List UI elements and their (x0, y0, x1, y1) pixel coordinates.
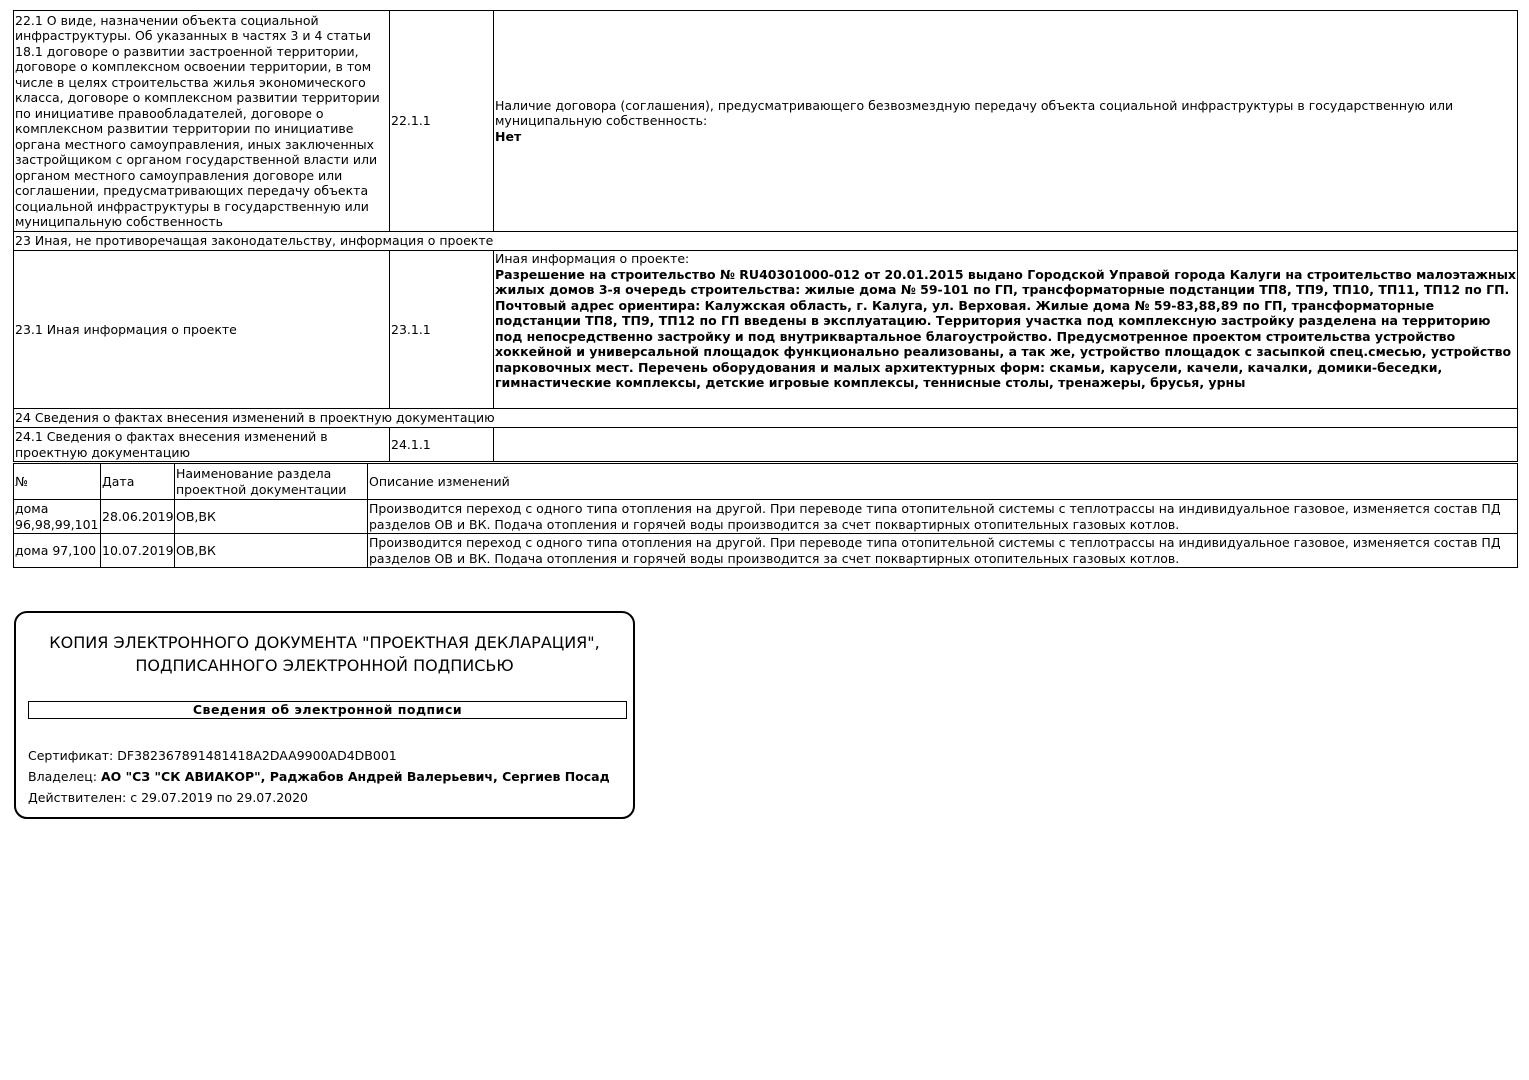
changes-header-num: № (14, 464, 101, 500)
section-22-question: Наличие договора (соглашения), предусматривающего безвозмездную передачу объекта социальной инфраструктуры в государственную или муниципальную собственность: (495, 97, 1454, 129)
section-24-row (14, 428, 1518, 462)
change-section: ОВ,ВК (175, 500, 368, 534)
section-23-question: Иная информация о проекте: (495, 251, 690, 266)
owner-value: АО "СЗ "СК АВИАКОР", Раджабов Андрей Валерьевич, Сергиев Посад (100, 769, 610, 784)
change-description: Производится переход с одного типа отопления на другой. При переводе типа отопительной системы с теплотрассы на индивидуальное газовое, изменяется состав ПД разделов ОВ и ВК. Подача отопления и горячей воды производится за счет поквартирных отопительных газовых котлов. (368, 534, 1518, 568)
stamp-subheader: Сведения об электронной подписи (28, 701, 627, 719)
table-row (14, 500, 1518, 534)
section-24-header: 24 Сведения о фактах внесения изменений в проектную документацию (14, 409, 1518, 428)
section-23-answer: Разрешение на строительство № RU40301000-012 от 20.01.2015 выдано Городской Управой города Калуги на строительство малоэтажных жилых домов 3-я очередь строительства: жилые дома № 59-101 по ГП, трансформаторные подстанции ТП8, ТП9, ТП10, ТП11, ТП12 по ГП. Почтовый адрес ориентира: Калужская область, г. Калуга, ул. Верховая. Жилые дома № 59-83,88,89 по ГП, трансформаторные подстанции ТП8, ТП9, ТП12 по ГП введены в эксплуатацию. Территория участка под комплексную застройку разделена на территорию под непосредственно застройку и под внутриквартальное благоустройство. Предусмотренное проектом строительства устройство хоккейной и универсальной площадок функционально реализованы, а так же, устройство площадок с засыпкой спец.смесью, устройство парковочных мест. Перечень оборудования и малых архитектурных форм: скамьи, карусели, качели, качалки, домики-беседки, гимнастические комплексы, детские игровые комплексы, теннисные столы, тренажеры, брусья, урны (495, 266, 1516, 390)
section-23-header-row (14, 232, 1518, 251)
changes-table (13, 463, 1518, 568)
stamp-title-line-1: КОПИЯ ЭЛЕКТРОННОГО ДОКУМЕНТА "ПРОЕКТНАЯ ДЕКЛАРАЦИЯ", (49, 633, 600, 652)
section-24-label: 24.1 Сведения о фактах внесения изменений в проектную документацию (14, 428, 390, 462)
changes-header-row (14, 464, 1518, 500)
validity-value: с 29.07.2019 по 29.07.2020 (130, 790, 309, 805)
section-24-header-row (14, 409, 1518, 428)
stamp-title-line-2: ПОДПИСАННОГО ЭЛЕКТРОННОЙ ПОДПИСЬЮ (135, 656, 514, 675)
declaration-table (13, 10, 1518, 462)
stamp-certificate-line (28, 748, 397, 764)
section-22-answer: Нет (495, 128, 522, 144)
change-num: дома 96,98,99,101 (15, 501, 99, 532)
owner-label: Владелец: (28, 769, 97, 784)
section-22-value (494, 11, 1518, 232)
section-24-value (494, 428, 1518, 462)
change-description: Производится переход с одного типа отопления на другой. При переводе типа отопительной системы с теплотрассы на индивидуальное газовое, изменяется состав ПД разделов ОВ и ВК. Подача отопления и горячей воды производится за счет поквартирных отопительных газовых котлов. (368, 500, 1518, 534)
section-22-label: 22.1 О виде, назначении объекта социальной инфраструктуры. Об указанных в частях 3 и 4 статьи 18.1 договоре о развитии застроенной территории, договоре о комплексном освоении территории, в том числе в целях строительства жилья экономического класса, договоре о комплексном развитии территории по инициативе правообладателей, договоре о комплексном развитии территории по инициативе органа местного самоуправления, иных заключенных застройщиком с органом государственной власти или органом местного самоуправления договоре или соглашении, предусматривающих передачу объекта социальной инфраструктуры в государственную или муниципальную собственность (14, 11, 390, 232)
change-date: 10.07.2019 (101, 534, 175, 568)
change-section: ОВ,ВК (175, 534, 368, 568)
section-23-header: 23 Иная, не противоречащая законодательству, информация о проекте (14, 232, 1518, 251)
section-23-label: 23.1 Иная информация о проекте (14, 251, 390, 409)
section-22-code: 22.1.1 (390, 11, 494, 232)
change-date: 28.06.2019 (101, 500, 175, 534)
changes-header-date: Дата (101, 464, 175, 500)
changes-header-description: Описание изменений (368, 464, 1518, 500)
certificate-label: Сертификат: (28, 748, 114, 763)
section-23-code: 23.1.1 (390, 251, 494, 409)
section-23-value (494, 251, 1518, 409)
stamp-owner-line (28, 769, 610, 785)
validity-label: Действителен: (28, 790, 127, 805)
stamp-title (16, 631, 633, 677)
table-row (14, 534, 1518, 568)
section-22-row (14, 11, 1518, 232)
certificate-value: DF382367891481418A2DAA9900AD4DB001 (117, 748, 397, 763)
change-num: дома 97,100 (14, 534, 101, 568)
stamp-validity-line (28, 790, 308, 806)
changes-header-section: Наименование раздела проектной документации (175, 464, 368, 500)
section-24-code: 24.1.1 (390, 428, 494, 462)
signature-stamp (14, 611, 635, 819)
section-23-row (14, 251, 1518, 409)
